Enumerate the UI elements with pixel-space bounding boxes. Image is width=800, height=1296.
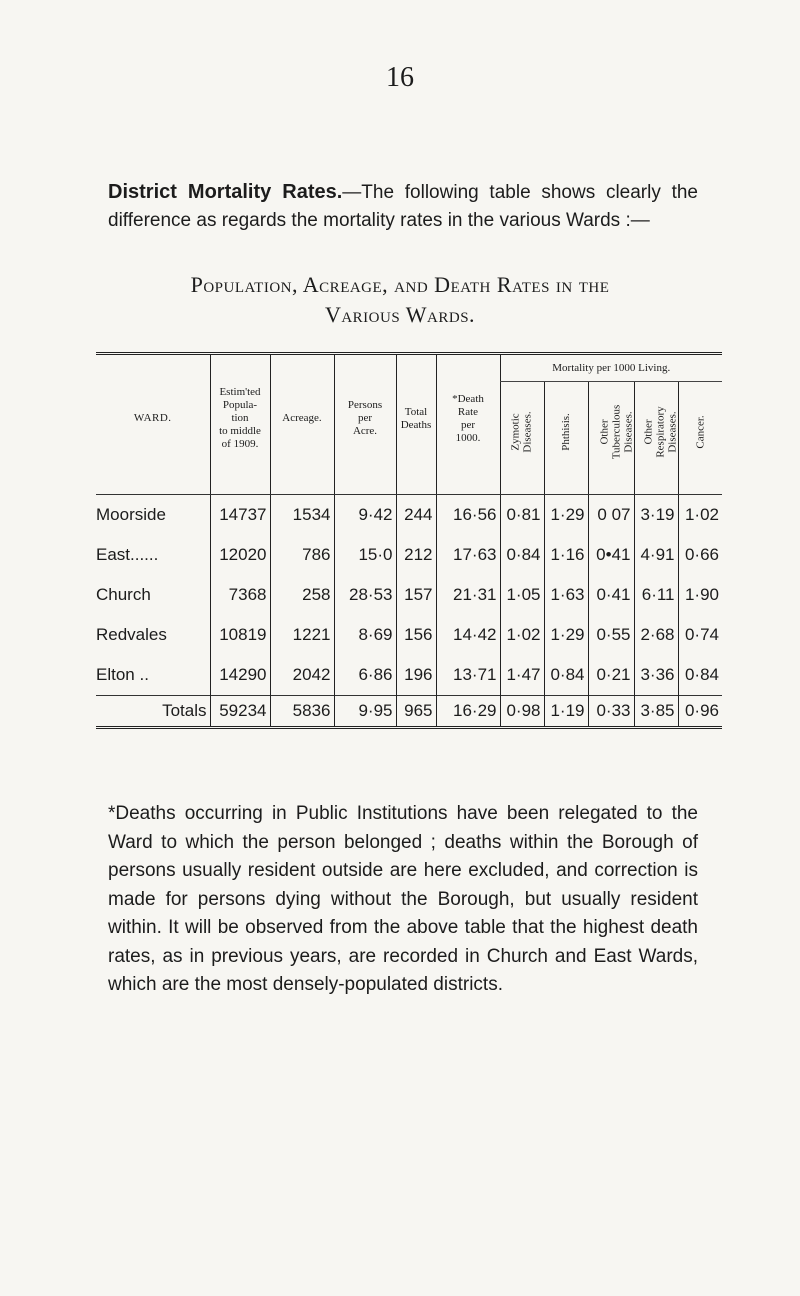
- cell-tuberculous: 0•41: [588, 535, 634, 575]
- cell-respiratory: 6·11: [634, 575, 678, 615]
- cell-population: 59234: [210, 696, 270, 728]
- cell-deaths: 212: [396, 535, 436, 575]
- cell-persons: 9·42: [334, 495, 396, 536]
- footnote-paragraph: *Deaths occurring in Public Institutions have been relegated to the Ward to which the person belonged ; deaths within the Borough of persons usually resident outside are here excluded, and correction is made for persons dying without the Borough, but usually resident within. It will be observed from the above table that the highest death rates, as in previous years, are recorded in Church and East Wards, which are the most densely-populated districts.: [108, 803, 698, 995]
- cell-acreage: 5836: [270, 696, 334, 728]
- cell-tuberculous: 0 07: [588, 495, 634, 536]
- cell-acreage: 786: [270, 535, 334, 575]
- header-zymotic-line: Diseases.: [522, 410, 534, 453]
- header-death-rate-line: *Death: [452, 392, 484, 405]
- header-zymotic-line: Zymotic: [510, 412, 522, 451]
- table-title-line-1: Population, Acreage, and Death Rates in the: [190, 272, 610, 297]
- cell-zymotic: 0·81: [500, 495, 544, 536]
- cell-deaths: 244: [396, 495, 436, 536]
- section-heading: District Mortality Rates.: [108, 181, 343, 203]
- header-phthisis: [544, 382, 588, 483]
- cell-persons: 6·86: [334, 655, 396, 696]
- header-population-line: of 1909.: [221, 438, 259, 450]
- cell-phthisis: 1·29: [544, 495, 588, 536]
- cell-deaths: 196: [396, 655, 436, 696]
- cell-zymotic: 0·98: [500, 696, 544, 728]
- cell-ward: Church: [96, 585, 151, 604]
- cell-cancer: 0·96: [678, 696, 722, 728]
- cell-ward: Totals: [96, 696, 210, 728]
- header-deaths-line: Deaths: [400, 418, 432, 431]
- cell-phthisis: 1·29: [544, 615, 588, 655]
- cell-tuberculous: 0·41: [588, 575, 634, 615]
- header-total-deaths: [396, 354, 436, 483]
- cell-zymotic: 0·84: [500, 535, 544, 575]
- cell-ward: East......: [96, 545, 159, 564]
- page-number: 16: [386, 62, 414, 93]
- cell-zymotic: 1·02: [500, 615, 544, 655]
- cell-population: 14737: [210, 495, 270, 536]
- header-respiratory-line: Other: [642, 418, 655, 445]
- header-population-line: to middle: [219, 425, 261, 437]
- header-death-rate-line: per: [460, 418, 476, 431]
- cell-tuberculous: 0·33: [588, 696, 634, 728]
- cell-respiratory: 3·36: [634, 655, 678, 696]
- header-phthisis-line: Phthisis.: [559, 412, 572, 451]
- cell-death-rate: 21·31: [436, 575, 500, 615]
- cell-deaths: 965: [396, 696, 436, 728]
- cell-deaths: 156: [396, 615, 436, 655]
- cell-population: 14290: [210, 655, 270, 696]
- cell-acreage: 2042: [270, 655, 334, 696]
- cell-cancer: 0·66: [678, 535, 722, 575]
- cell-cancer: 0·84: [678, 655, 722, 696]
- cell-population: 10819: [210, 615, 270, 655]
- cell-death-rate: 16·56: [436, 495, 500, 536]
- header-death-rate-line: 1000.: [455, 431, 481, 444]
- cell-persons: 15·0: [334, 535, 396, 575]
- cell-respiratory: 4·91: [634, 535, 678, 575]
- cell-ward: Elton ..: [96, 665, 149, 684]
- cell-persons: 8·69: [334, 615, 396, 655]
- table-row: [96, 535, 722, 575]
- intro-text: —The following table shows clearly the difference as regards the mortality rates in the various Wards :—: [108, 182, 698, 231]
- cell-death-rate: 14·42: [436, 615, 500, 655]
- header-tuberculous-line: Other: [597, 418, 610, 445]
- cell-ward: Moorside: [96, 505, 166, 524]
- header-respiratory-line: Respiratory: [654, 405, 667, 458]
- cell-deaths: 157: [396, 575, 436, 615]
- cell-respiratory: 3·19: [634, 495, 678, 536]
- table-row: [96, 615, 722, 655]
- cell-zymotic: 1·05: [500, 575, 544, 615]
- header-population-line: Estim'ted: [219, 386, 261, 398]
- header-death-rate-line: Rate: [457, 405, 479, 418]
- header-persons-line: per: [357, 412, 373, 424]
- cell-cancer: 0·74: [678, 615, 722, 655]
- table-row: [96, 495, 722, 536]
- header-acreage: Acreage.: [270, 354, 334, 483]
- cell-tuberculous: 0·21: [588, 655, 634, 696]
- header-ward: WARD.: [96, 354, 210, 483]
- cell-phthisis: 1·63: [544, 575, 588, 615]
- cell-acreage: 1534: [270, 495, 334, 536]
- table-row: [96, 655, 722, 696]
- cell-phthisis: 1·19: [544, 696, 588, 728]
- mortality-table: [96, 352, 722, 729]
- cell-population: 12020: [210, 535, 270, 575]
- cell-tuberculous: 0·55: [588, 615, 634, 655]
- cell-persons: 9·95: [334, 696, 396, 728]
- table-row: [96, 575, 722, 615]
- cell-population: 7368: [210, 575, 270, 615]
- header-zymotic: [500, 382, 544, 483]
- header-death-rate: [436, 354, 500, 483]
- header-cancer-line: Cancer.: [694, 414, 707, 449]
- cell-death-rate: 17·63: [436, 535, 500, 575]
- table-title: [0, 270, 800, 330]
- header-mortality-group: Mortality per 1000 Living.: [500, 354, 722, 382]
- cell-acreage: 1221: [270, 615, 334, 655]
- cell-death-rate: 16·29: [436, 696, 500, 728]
- header-tuberculous: [588, 382, 634, 483]
- totals-row: [96, 696, 722, 728]
- header-population-line: Popula-: [222, 399, 258, 411]
- intro-paragraph: [108, 178, 698, 235]
- cell-zymotic: 1·47: [500, 655, 544, 696]
- cell-acreage: 258: [270, 575, 334, 615]
- cell-respiratory: 2·68: [634, 615, 678, 655]
- cell-cancer: 1·02: [678, 495, 722, 536]
- cell-cancer: 1·90: [678, 575, 722, 615]
- header-population-line: tion: [231, 412, 249, 424]
- header-respiratory: [634, 382, 678, 483]
- header-persons-line: Persons: [347, 399, 383, 411]
- cell-ward: Redvales: [96, 625, 167, 644]
- cell-persons: 28·53: [334, 575, 396, 615]
- header-population: [210, 354, 270, 483]
- header-separator: [96, 482, 722, 495]
- header-tuberculous-line: Tuberculous: [609, 404, 622, 459]
- cell-death-rate: 13·71: [436, 655, 500, 696]
- cell-respiratory: 3·85: [634, 696, 678, 728]
- cell-phthisis: 1·16: [544, 535, 588, 575]
- table-title-line-2: Various Wards.: [324, 302, 476, 327]
- header-persons-line: Acre.: [352, 425, 378, 437]
- header-tuberculous-line: Diseases.: [621, 410, 634, 453]
- header-persons-per-acre: [334, 354, 396, 483]
- header-deaths-line: Total: [404, 405, 428, 418]
- cell-phthisis: 0·84: [544, 655, 588, 696]
- header-respiratory-line: Diseases.: [666, 410, 679, 453]
- header-cancer: [678, 382, 722, 483]
